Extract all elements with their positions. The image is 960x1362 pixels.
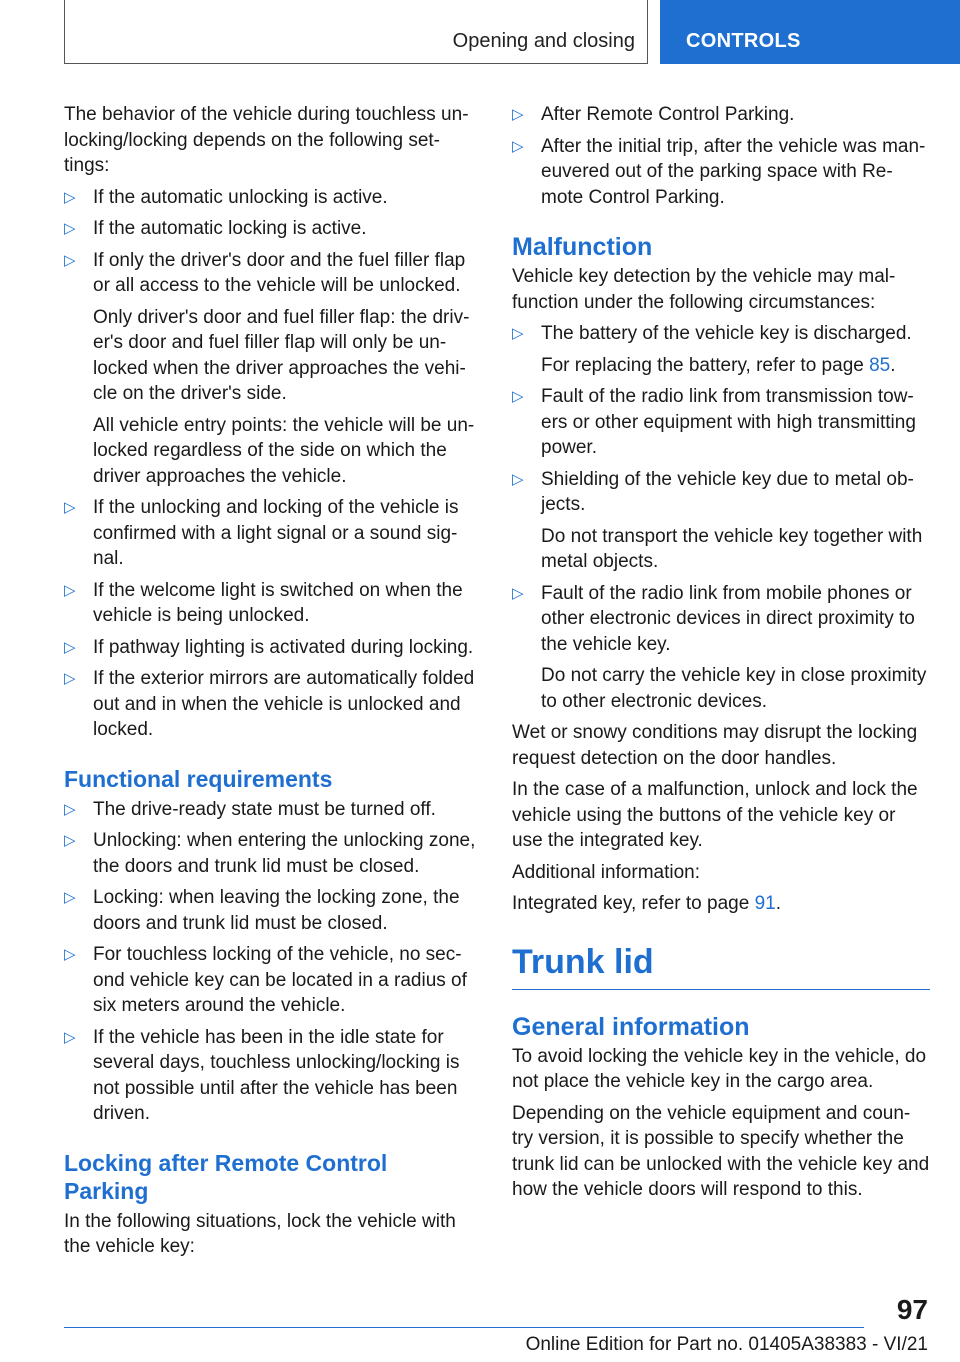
triangle-bullet-icon: ▷ [64,832,76,849]
list-item [64,185,478,211]
header-chapter-tab [660,0,960,64]
malfunction-intro-paragraph: Vehicle key detection by the vehicle may mal-function under the following circumstances: [512,266,896,313]
triangle-bullet-icon: ▷ [64,188,76,206]
triangle-bullet-icon: ▷ [64,499,76,516]
reference-prefix: Integrated key, refer to page [512,893,755,914]
header-section-title: Opening and closing [452,30,635,52]
list-item [512,467,930,575]
triangle-bullet-icon: ▷ [64,220,76,237]
triangle-bullet-icon: ▷ [64,581,76,599]
edition-info: Online Edition for Part no. 01405A38383 - VI/21 [525,1334,928,1355]
list-item-text: If the unlocking and locking of the vehicle is confirmed with a light signal or a sound sig-nal. [93,497,459,569]
locking-after-rcp-heading: Locking after Remote Control Parking [64,1149,388,1204]
general-information-heading: General information [512,1012,750,1041]
triangle-bullet-icon: ▷ [64,670,76,687]
malfunction-case-paragraph: In the case of a malfunction, unlock and lock the vehicle using the buttons of the vehicle key or use the integrated key. [512,779,918,851]
functional-requirements-list [64,797,478,1127]
list-item-subtext: Do not carry the vehicle key in close proximity to other electronic devices. [541,665,927,712]
list-item [64,578,478,629]
list-item [512,321,930,378]
additional-info-label: Additional information: [512,861,700,883]
header-chapter-title: CONTROLS [686,30,801,52]
triangle-bullet-icon: ▷ [512,106,524,123]
list-item [64,495,478,572]
triangle-bullet-icon: ▷ [64,889,76,906]
page-reference-link[interactable]: 85 [869,354,891,376]
triangle-bullet-icon: ▷ [64,638,76,656]
list-item [64,828,478,879]
triangle-bullet-icon: ▷ [64,251,76,269]
header-section-box [64,0,648,64]
rcp-list [512,102,930,210]
list-item [512,102,930,128]
list-item [512,581,930,715]
list-item-text: After the initial trip, after the vehicle was man-euvered out of the parking space with Re-mote Control Parking. [541,135,926,208]
wet-conditions-paragraph: Wet or snowy conditions may disrupt the locking request detection on the door handles. [512,722,918,769]
page-reference-link[interactable]: 91 [754,893,776,914]
list-item [64,635,478,661]
list-item [64,885,478,936]
list-item-text: Unlocking: when entering the unlocking zone, the doors and trunk lid must be closed. [93,830,476,877]
right-column [512,102,930,1209]
list-item [512,384,930,461]
list-item-text: If the exterior mirrors are automatically folded out and in when the vehicle is unlocked and locked. [93,668,475,740]
subtext-suffix: . [890,354,896,376]
list-item-text: If pathway lighting is activated during locking. [93,636,474,658]
triangle-bullet-icon: ▷ [64,946,76,963]
list-item-text: If the automatic locking is active. [93,218,367,239]
list-item [512,134,930,211]
list-item-subtext: All vehicle entry points: the vehicle will be un-locked regardless of the side on which the driver approaches the vehicle. [93,414,475,487]
list-item-text: For touchless locking of the vehicle, no sec-ond vehicle key can be located in a radius of six meters around the vehicle. [93,944,467,1016]
intro-paragraph: The behavior of the vehicle during touchless un-locking/locking depends on the following set-tings: [64,104,469,176]
malfunction-list [512,321,930,714]
list-item-text: If the vehicle has been in the idle state for several days, touchless unlocking/locking is not possible until after the vehicle has been driven. [93,1026,460,1124]
list-item-text: The drive-ready state must be turned off. [93,798,436,820]
rcp-intro-paragraph: In the following situations, lock the vehicle with the vehicle key: [64,1210,456,1257]
list-item-text: If only the driver's door and the fuel filler flap or all access to the vehicle will be unlocked. [93,249,466,296]
triangle-bullet-icon: ▷ [512,388,524,405]
list-item [64,248,478,490]
integrated-key-reference [512,891,930,917]
list-item-subtext: Only driver's door and fuel filler flap: the driv-er's door and fuel filler flap will only be un-locked when the driver approaches the vehi-cle on the driver's side. [93,306,470,404]
page-number: 97 [896,1294,928,1325]
triangle-bullet-icon: ▷ [512,137,524,155]
subtext-prefix: For replacing the battery, refer to page [541,354,870,376]
list-item-text: After Remote Control Parking. [541,104,795,125]
list-item [64,1025,478,1127]
triangle-bullet-icon: ▷ [512,325,524,342]
list-item [64,942,478,1019]
list-item-subtext: Do not transport the vehicle key together with metal objects. [541,525,923,572]
trunk-lid-heading: Trunk lid [512,941,930,990]
functional-requirements-heading: Functional requirements [64,765,333,792]
left-column [64,102,478,1266]
reference-suffix: . [775,893,781,914]
list-item-text: Fault of the radio link from mobile phones or other electronic devices in direct proximity to the vehicle key. [541,582,915,655]
triangle-bullet-icon: ▷ [64,800,76,818]
list-item-text: The battery of the vehicle key is discharged. [541,323,912,344]
triangle-bullet-icon: ▷ [512,470,524,488]
list-item [64,797,478,823]
triangle-bullet-icon: ▷ [64,1028,76,1046]
list-item-text: Shielding of the vehicle key due to metal ob-jects. [541,468,914,515]
list-item [64,666,478,743]
list-item-text: If the welcome light is switched on when the vehicle is being unlocked. [93,579,463,626]
list-item-text: Fault of the radio link from transmission tow-ers or other equipment with high transmitting power. [541,386,916,458]
settings-list [64,185,478,743]
general-info-paragraph-1: To avoid locking the vehicle key in the vehicle, do not place the vehicle key in the cargo area. [512,1045,927,1092]
triangle-bullet-icon: ▷ [512,584,524,602]
malfunction-heading: Malfunction [512,233,653,261]
list-item-subtext [541,353,930,379]
list-item [64,216,478,242]
general-info-paragraph-2: Depending on the vehicle equipment and coun-try version, it is possible to specify whether the trunk lid can be unlocked with the vehicle key and how the vehicle doors will respond to this. [512,1102,930,1200]
list-item-text: Locking: when leaving the locking zone, the doors and trunk lid must be closed. [93,887,460,934]
list-item-text: If the automatic unlocking is active. [93,186,388,208]
footer-divider [64,1327,864,1328]
